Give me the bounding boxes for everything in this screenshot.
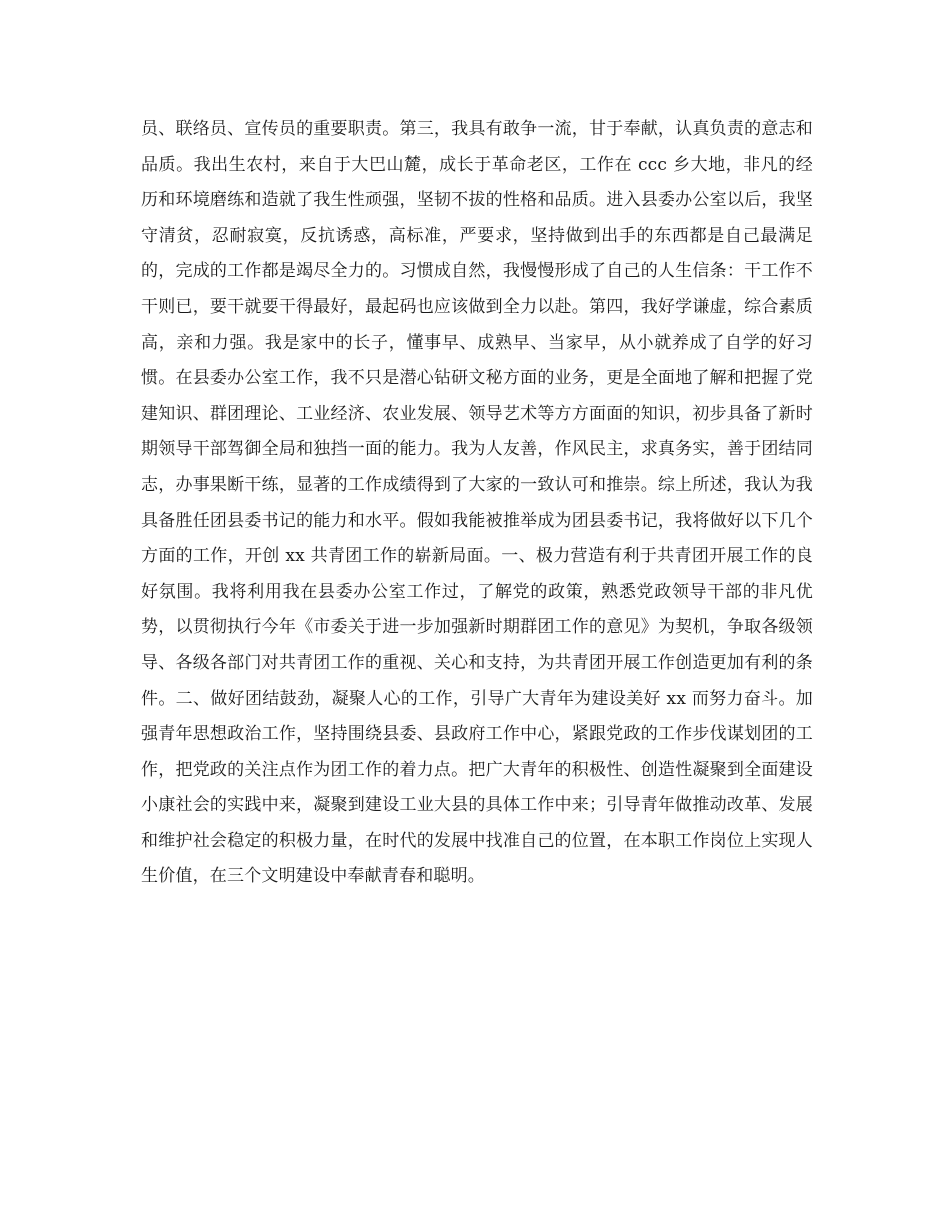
- body-paragraph: 员、联络员、宣传员的重要职责。第三，我具有敢争一流，甘于奉献，认真负责的意志和品质。我出生农村，来自于大巴山麓，成长于革命老区，工作在 ccc 乡大地，非凡的经历和环境磨练和造就了我生性顽强，坚韧不拔的性格和品质。进入县委办公室以后，我坚守清贫，忍耐寂寞，反抗诱惑，高标准，严要求，坚持做到出手的东西都是自己最满足的，完成的工作都是竭尽全力的。习惯成自然，我慢慢形成了自己的人生信条：干工作不干则已，要干就要干得最好，最起码也应该做到全力以赴。第四，我好学谦虚，综合素质高，亲和力强。我是家中的长子，懂事早、成熟早、当家早，从小就养成了自学的好习惯。在县委办公室工作，我不只是潜心钻研文秘方面的业务，更是全面地了解和把握了党建知识、群团理论、工业经济、农业发展、领导艺术等方方面面的知识，初步具备了新时期领导干部驾御全局和独挡一面的能力。我为人友善，作风民主，求真务实，善于团结同志，办事果断干练，显著的工作成绩得到了大家的一致认可和推崇。综上所述，我认为我具备胜任团县委书记的能力和水平。假如我能被推举成为团县委书记，我将做好以下几个方面的工作，开创 xx 共青团工作的崭新局面。一、极力营造有利于共青团开展工作的良好氛围。我将利用我在县委办公室工作过，了解党的政策，熟悉党政领导干部的非凡优势，以贯彻执行今年《市委关于进一步加强新时期群团工作的意见》为契机，争取各级领导、各级各部门对共青团工作的重视、关心和支持，为共青团开展工作创造更加有利的条件。二、做好团结鼓劲，凝聚人心的工作，引导广大青年为建设美好 xx 而努力奋斗。加强青年思想政治工作，坚持围绕县委、县政府工作中心，紧跟党政的工作步伐谋划团的工作，把党政的关注点作为团工作的着力点。把广大青年的积极性、创造性凝聚到全面建设小康社会的实践中来，凝聚到建设工业大县的具体工作中来；引导青年做推动改革、发展和维护社会稳定的积极力量，在时代的发展中找准自己的位置，在本职工作岗位上实现人生价值，在三个文明建设中奉献青春和聪明。: [141, 119, 813, 887]
